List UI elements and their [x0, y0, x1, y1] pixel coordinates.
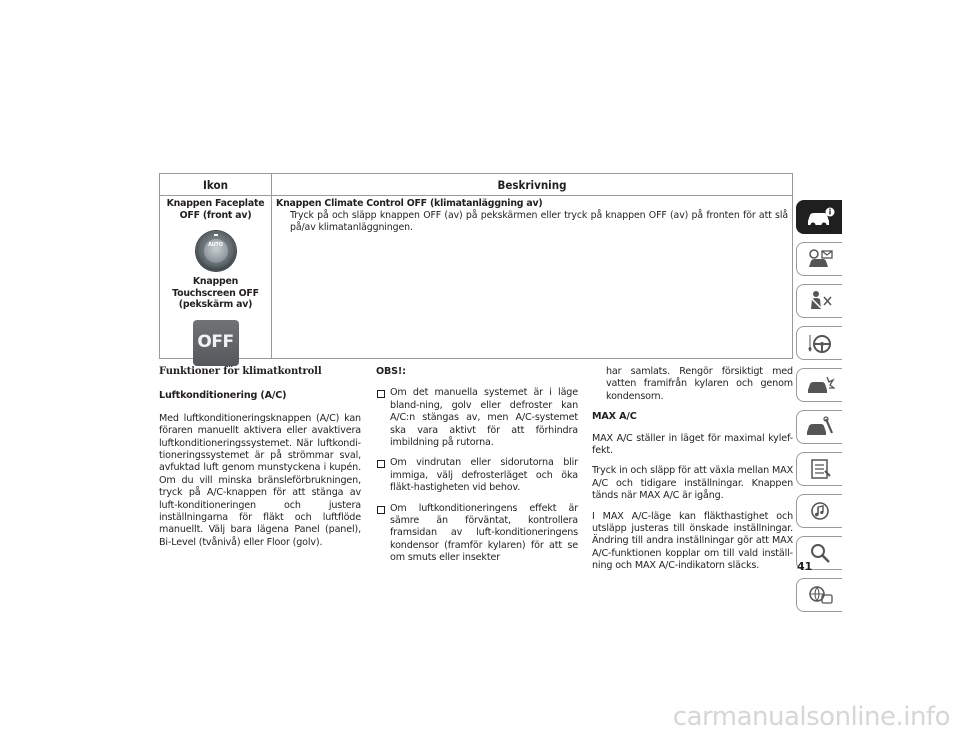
note-bullet-list: [376, 387, 578, 564]
page-number: 41: [797, 560, 813, 573]
description-title: Knappen Climate Control OFF (klimatanläggning av): [276, 198, 543, 209]
checkbox-bullet-icon: [377, 460, 385, 468]
max-ac-paragraph-3: I MAX A/C-läge kan fläkthastighet och utsläpp justeras till önskade inställningar. Ändring till andra inställningar gör att MAX A/C-funktionen kopplar om till vald inställ-ning och MAX A/C-indikatorn släcks.: [592, 510, 793, 572]
max-ac-paragraph-2: Tryck in och släpp för att växla mellan MAX A/C och tidigare inställningar. Knappen tänds när MAX A/C är igång.: [592, 465, 793, 502]
tab-languages[interactable]: [796, 578, 842, 612]
table-row: [160, 196, 792, 358]
faceplate-off-knob-icon: [196, 231, 236, 271]
car-info-icon: [805, 205, 835, 229]
table-header-icon: Ikon: [160, 174, 272, 195]
text-column-2: [376, 366, 578, 573]
checkbox-bullet-icon: [377, 506, 385, 514]
car-crash-icon: [805, 373, 835, 397]
ac-paragraph: Med luftkonditioneringsknappen (A/C) kan föraren manuellt aktivera eller avaktivera luftkonditioneringssystemet. När luftkondi-tioneringssystemet är på strömmar sval, avfuktad luft genom munstyckena i kupén. Om du vill minska bränsleförbrukningen, tryck på A/C-knappen för att stänga av luft-konditioneringen och justera inställningarna för fläkt och luftflöde manuellt. Välj bara lägena Panel (panel), Bi-Level (tvånivå) eller Floor (golv).: [159, 412, 361, 548]
table-cell-icon: [160, 196, 272, 358]
controls-table: [159, 173, 793, 359]
checklist-icon: [805, 457, 835, 481]
checkbox-bullet-icon: [377, 390, 385, 398]
list-item: Om vindrutan eller sidorutorna blir immiga, välj defrosterläget och öka fläkt-hastigheten vid behov.: [376, 457, 578, 494]
chapter-tabs: [796, 200, 842, 620]
tab-car-crash[interactable]: [796, 368, 842, 402]
knob-auto-label: AUTO: [208, 242, 223, 248]
section-title: Funktioner för klimatkontroll: [159, 366, 322, 377]
touchscreen-off-label: Knappen Touchscreen OFF (pekskärm av): [172, 276, 259, 310]
text-column-3: [592, 366, 793, 573]
tab-music-nav[interactable]: [796, 494, 842, 528]
seatbelt-icon: [805, 289, 835, 313]
languages-icon: [805, 583, 835, 607]
text-column-1: [159, 366, 361, 549]
steering-wheel-icon: [805, 331, 835, 355]
table-cell-description: [272, 196, 792, 358]
list-item: Om luftkonditioneringens effekt är sämre än förväntat, kontrollera framsidan av luft-konditioneringens kondensor (framför kylaren) för att se om smuts eller insekter: [376, 503, 578, 565]
faceplate-off-label: Knappen Faceplate OFF (front av): [166, 198, 265, 221]
table-header-description: Beskrivning: [497, 177, 567, 192]
tab-car-wrench[interactable]: [796, 410, 842, 444]
max-ac-paragraph-1: MAX A/C ställer in läget för maximal kylef-fekt.: [592, 432, 793, 457]
tab-car-mail[interactable]: [796, 242, 842, 276]
tab-seatbelt[interactable]: [796, 284, 842, 318]
ac-subtitle: Luftkonditionering (A/C): [159, 390, 287, 402]
tab-car-info[interactable]: [796, 200, 842, 234]
car-mail-icon: [805, 247, 835, 271]
list-item: Om det manuella systemet är i läge bland-ning, golv eller defroster kan A/C:n stängas av, men A/C-systemet ska vara aktivt för att förhindra imbildning på rutorna.: [376, 387, 578, 449]
description-body: Tryck på och släpp knappen OFF (av) på pekskärmen eller tryck på knappen OFF (av) på fronten för att slå på/av klimatanläggningen.: [290, 210, 788, 233]
tab-steering[interactable]: [796, 326, 842, 360]
tab-checklist[interactable]: [796, 452, 842, 486]
table-header-row: [160, 174, 792, 196]
continued-bullet-text: har samlats. Rengör försiktigt med vatten framifrån kylaren och genom kondensorn.: [606, 366, 793, 402]
touchscreen-off-button-icon: OFF: [193, 320, 239, 366]
note-title: OBS!:: [376, 366, 406, 377]
car-wrench-icon: [805, 415, 835, 439]
music-nav-icon: [805, 499, 835, 523]
max-ac-subtitle: MAX A/C: [592, 411, 637, 423]
watermark: carmanualsonline.info: [672, 702, 950, 732]
